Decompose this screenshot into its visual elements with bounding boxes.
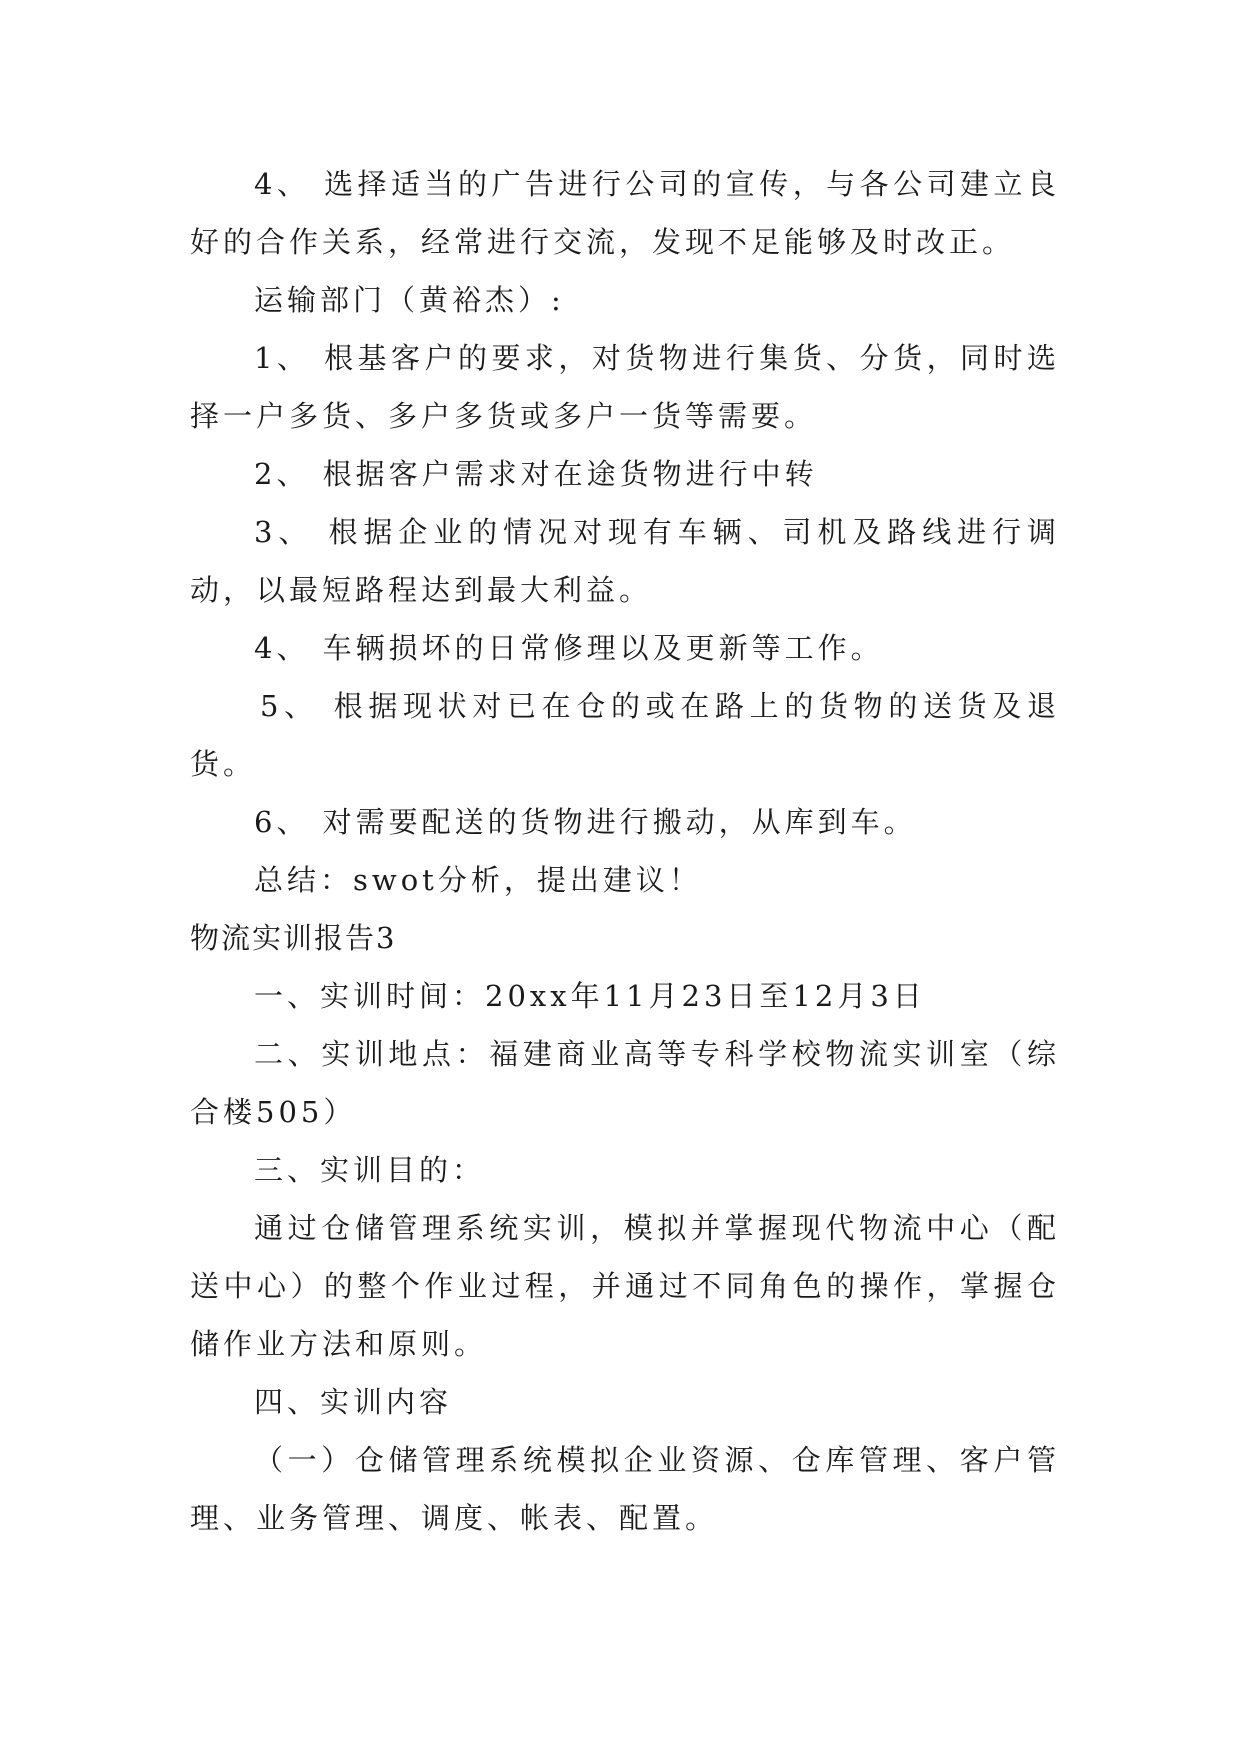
paragraph-transport-item-1: 1、 根基客户的要求，对货物进行集货、分货，同时选择一户多货、多户多货或多户一货等需要。 xyxy=(190,341,1060,433)
paragraph-training-content-heading: 四、实训内容 xyxy=(254,1385,453,1419)
paragraph-transport-item-6: 6、 对需要配送的货物进行搬动，从库到车。 xyxy=(254,805,917,839)
paragraph-training-content-1: （一）仓储管理系统模拟企业资源、仓库管理、客户管理、业务管理、调度、帐表、配置。 xyxy=(190,1443,1060,1535)
paragraph-training-purpose-heading: 三、实训目的： xyxy=(254,1153,486,1187)
paragraph-transport-item-4: 4、 车辆损坏的日常修理以及更新等工作。 xyxy=(254,631,884,665)
paragraph-summary: 总结：swot分析，提出建议！ xyxy=(254,863,702,897)
paragraph-training-location: 二、实训地点：福建商业高等专科学校物流实训室（综合楼505） xyxy=(190,1037,1060,1129)
paragraph-transport-item-2: 2、 根据客户需求对在途货物进行中转 xyxy=(254,457,818,491)
paragraph-training-time: 一、实训时间：20xx年11月23日至12月3日 xyxy=(254,979,926,1013)
section-title: 物流实训报告3 xyxy=(190,921,397,955)
paragraph-transport-dept: 运输部门（黄裕杰）: xyxy=(254,283,565,317)
document-body xyxy=(190,155,1060,1547)
paragraph-training-purpose: 通过仓储管理系统实训，模拟并掌握现代物流中心（配送中心）的整个作业过程，并通过不同角色的操作，掌握仓储作业方法和原则。 xyxy=(190,1211,1060,1361)
paragraph-transport-item-3: 3、 根据企业的情况对现有车辆、司机及路线进行调动，以最短路程达到最大利益。 xyxy=(190,515,1060,607)
paragraph-advertising: 4、 选择适当的广告进行公司的宣传，与各公司建立良好的合作关系，经常进行交流，发现不足能够及时改正。 xyxy=(190,167,1060,259)
paragraph-transport-item-5: 5、 根据现状对已在仓的或在路上的货物的送货及退货。 xyxy=(190,689,1060,781)
